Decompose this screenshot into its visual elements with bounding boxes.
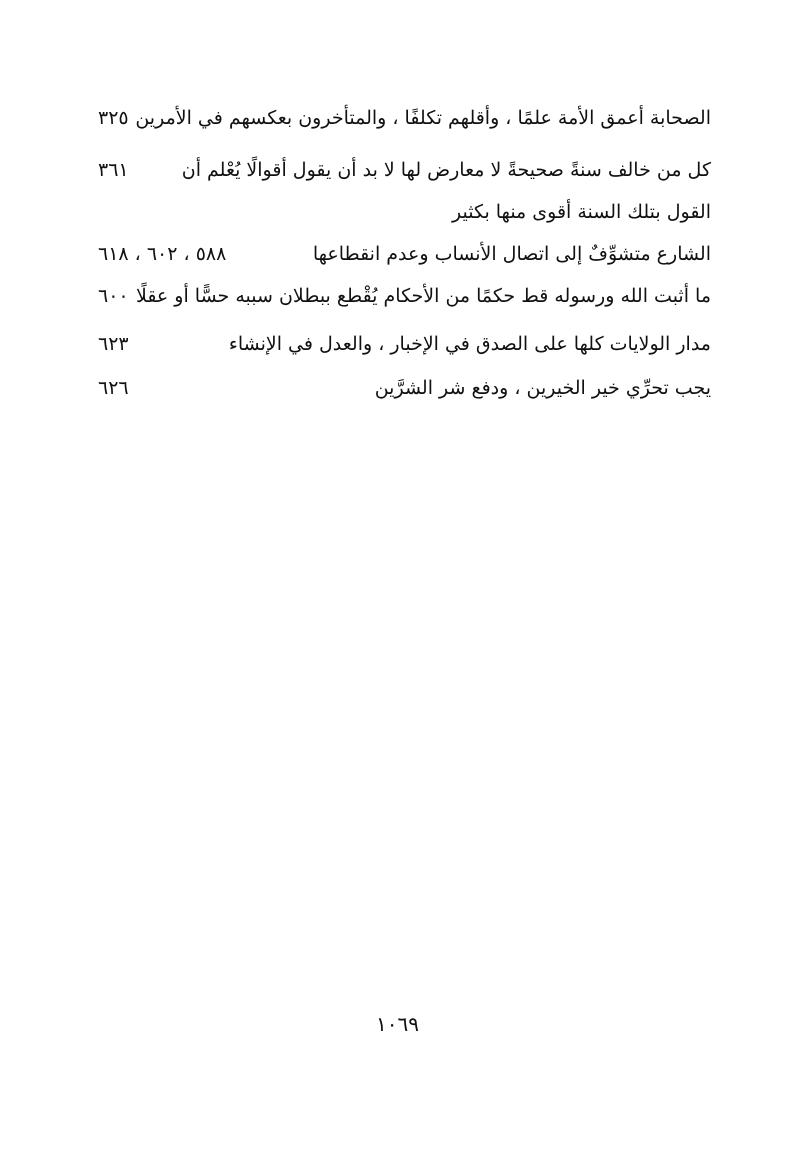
entry-text: الصحابة أعمق الأمة علمًا ، وأقلهم تكلفًا ، والمتأخرون بعكسهم في الأمرين: [135, 107, 711, 129]
entry-text: كل من خالف سنةً صحيحةً لا معارض لها لا بد أن يقول أقوالًا يُعْلم أن: [181, 159, 711, 181]
entry-text: يجب تحرِّي خير الخيرين ، ودفع شر الشرَّين: [374, 377, 711, 399]
index-entry: [98, 322, 711, 366]
entry-page-number: ٦٢٣: [98, 333, 129, 355]
entry-continuation: القول بتلك السنة أقوى منها بكثير: [452, 201, 711, 223]
entry-page-number: ٦٠٠: [98, 285, 129, 307]
entry-text: الشارع متشوِّفٌ إلى اتصال الأنساب وعدم انقطاعها: [312, 243, 711, 265]
entry-page-number: ٥٨٨ ، ٦٠٢ ، ٦١٨: [98, 243, 227, 265]
index-entry: [98, 274, 711, 318]
entry-text: مدار الولايات كلها على الصدق في الإخبار ، والعدل في الإنشاء: [228, 333, 711, 355]
entry-page-number: ٣٢٥: [98, 107, 129, 129]
entry-page-number: ٦٢٦: [98, 377, 129, 399]
page-number: ١٠٦٩: [376, 1012, 419, 1036]
entry-page-number: ٣٦١: [98, 159, 129, 181]
index-entry: [98, 148, 711, 192]
entry-text: ما أثبت الله ورسوله قط حكمًا من الأحكام يُقْطع ببطلان سببه حسًّا أو عقلًا: [135, 285, 711, 307]
index-entry: [98, 366, 711, 410]
index-entry: [98, 232, 711, 276]
index-entry: [98, 96, 711, 140]
